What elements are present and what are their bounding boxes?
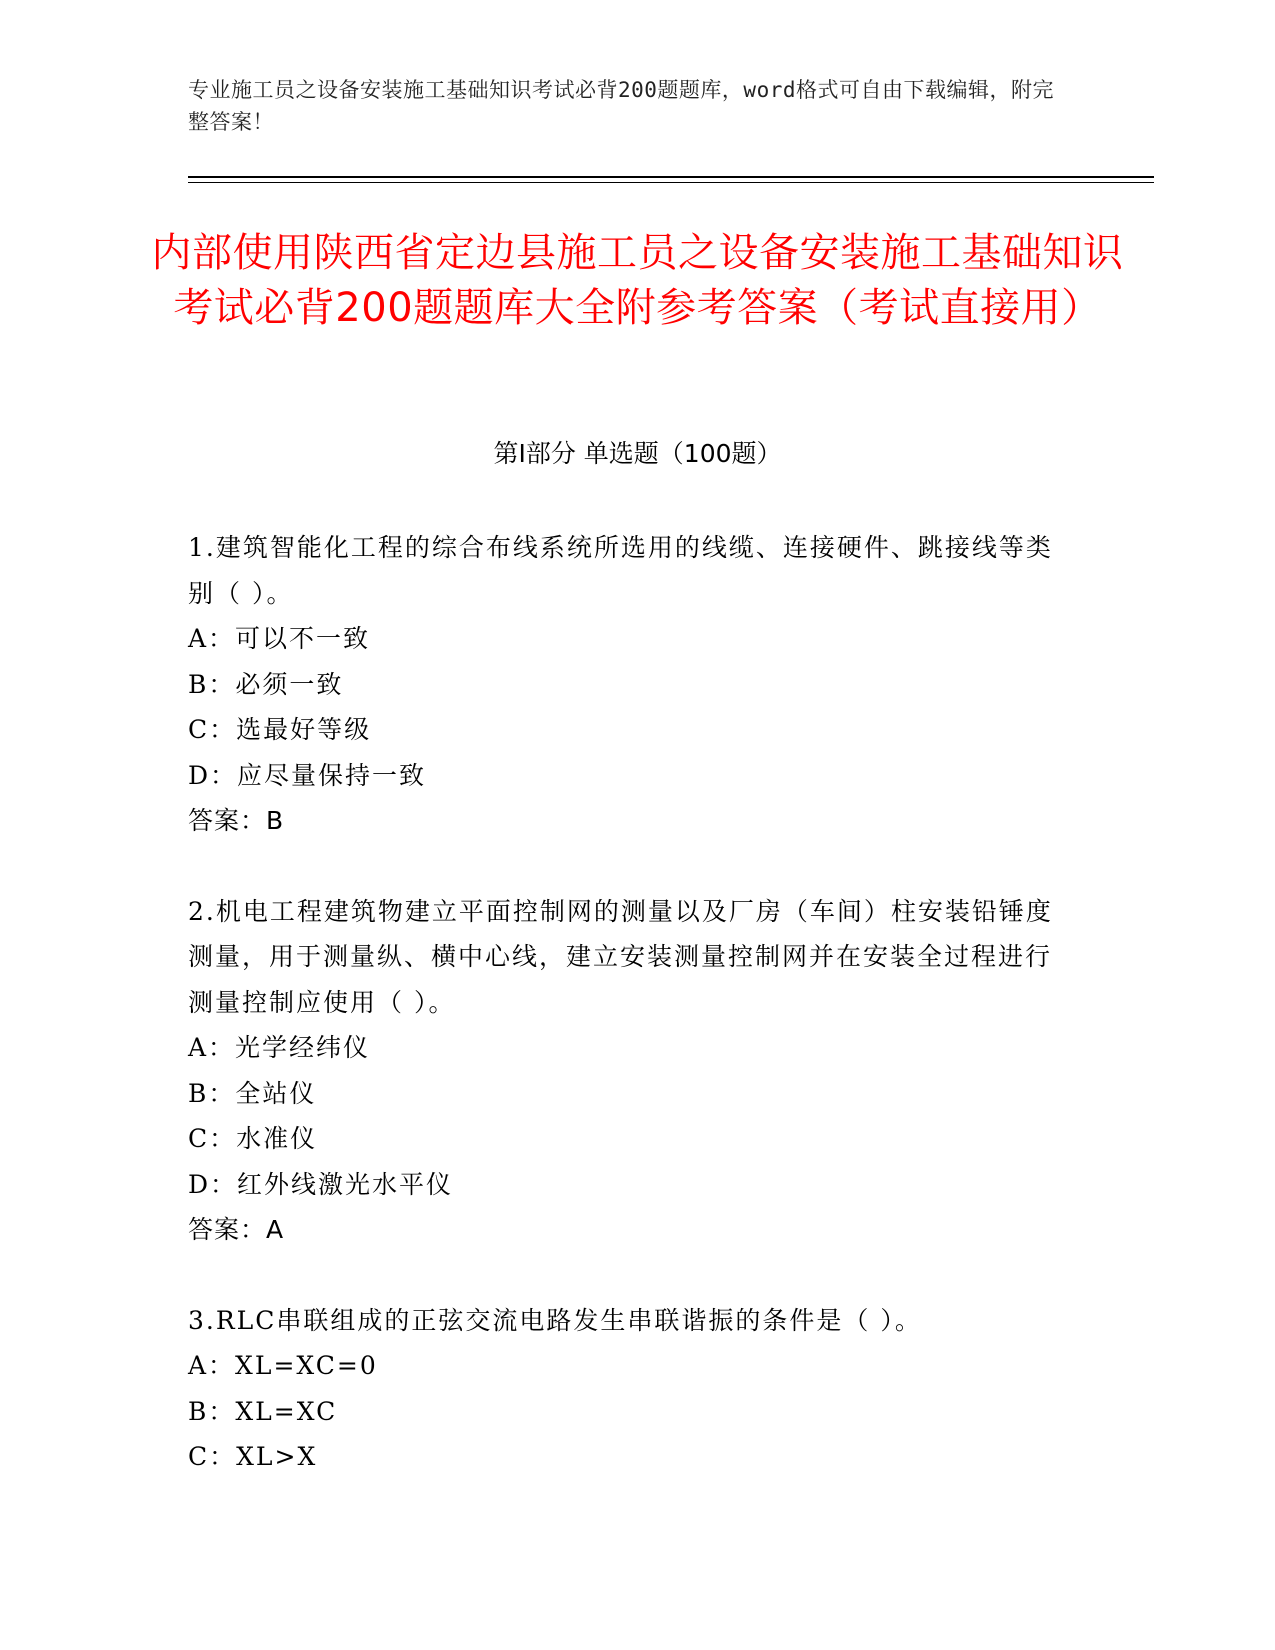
answer: 答案：A: [188, 1215, 285, 1244]
question-1: [188, 525, 1068, 844]
question-stem: 1.建筑智能化工程的综合布线系统所选用的线缆、连接硬件、跳接线等类别（ ）。: [188, 533, 1053, 608]
section-title: 第Ⅰ部分 单选题（100题）: [493, 439, 782, 468]
question-stem: 2.机电工程建筑物建立平面控制网的测量以及厂房（车间）柱安装铅锤度测量，用于测量纵、横中心线，建立安装测量控制网并在安装全过程进行测量控制应使用（ ）。: [188, 896, 1053, 1017]
header-note: 专业施工员之设备安装施工基础知识考试必背200题题库，word格式可自由下载编辑，附完整答案！: [188, 78, 1054, 134]
question-2: [188, 889, 1068, 1253]
question-list: [188, 525, 1068, 1525]
header-rule-thick: [188, 176, 1154, 178]
option-d: D：红外线激光水平仪: [188, 1169, 454, 1199]
option-a: A：可以不一致: [188, 624, 371, 653]
option-b: B：全站仪: [188, 1078, 317, 1108]
option-a: A：光学经纬仪: [188, 1033, 371, 1062]
document-title: 内部使用陕西省定边县施工员之设备安装施工基础知识考试必背200题题库大全附参考答案（考试直接用）: [151, 230, 1124, 331]
header-rule-thin: [188, 182, 1154, 183]
question-stem: 3.RLC串联组成的正弦交流电路发生串联谐振的条件是（ ）。: [188, 1305, 922, 1335]
option-d: D：应尽量保持一致: [188, 760, 427, 790]
option-b: B：XL=XC: [188, 1396, 338, 1426]
answer: 答案：B: [188, 806, 285, 835]
option-c: C：XL>X: [188, 1442, 318, 1471]
option-c: C：选最好等级: [188, 715, 372, 744]
question-3: [188, 1298, 1068, 1480]
option-c: C：水准仪: [188, 1124, 318, 1153]
option-a: A：XL=XC=0: [188, 1351, 378, 1380]
option-b: B：必须一致: [188, 669, 344, 699]
